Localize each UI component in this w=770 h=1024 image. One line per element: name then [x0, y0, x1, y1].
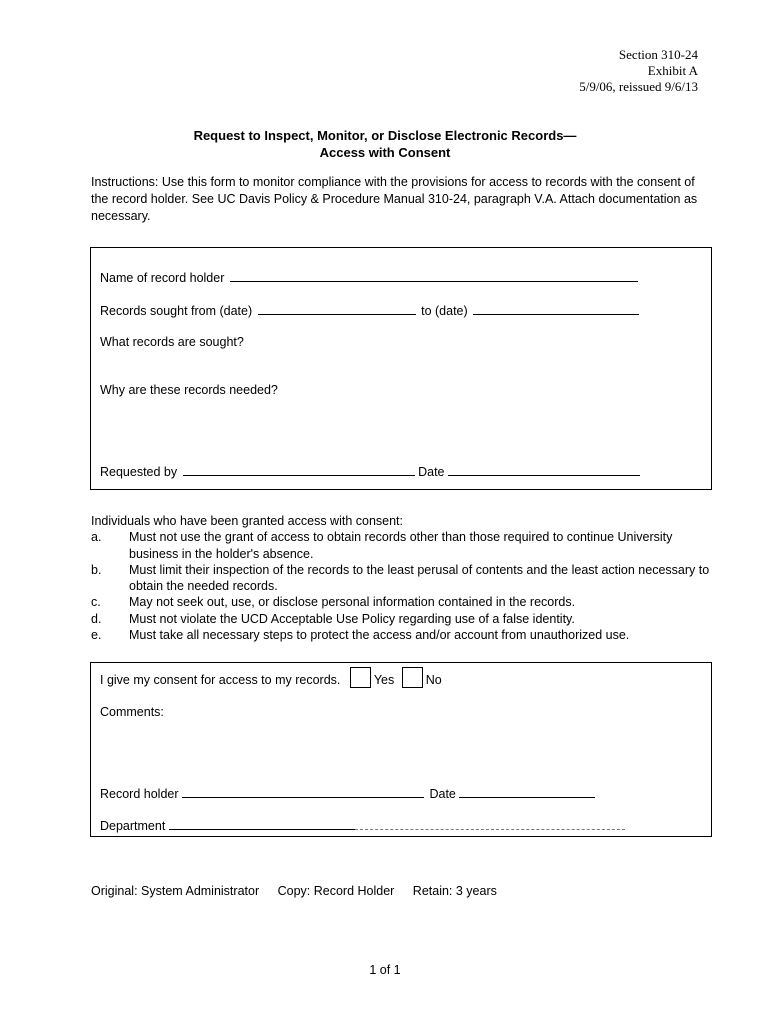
- why-needed-row: [100, 383, 278, 397]
- yes-checkbox[interactable]: [350, 667, 371, 688]
- to-date-field[interactable]: [473, 302, 639, 315]
- what-records-label: What records are sought?: [100, 335, 244, 349]
- department-label: Department: [100, 819, 166, 833]
- condition-text: May not seek out, use, or disclose personal information contained in the records.: [129, 595, 576, 610]
- instructions-text: Instructions: Use this form to monitor compliance with the provisions for access to records with the consent of the record holder. See UC Davis Policy & Procedure Manual 310-24, paragraph V.A. Attach documentation as necessary.: [91, 175, 698, 223]
- retain-label: Retain: 3 years: [412, 884, 497, 898]
- comments-row: [100, 705, 164, 719]
- distribution-note: [91, 884, 512, 898]
- to-date-label: to (date): [421, 304, 468, 318]
- condition-item: [91, 611, 711, 627]
- request-date-field[interactable]: [448, 463, 640, 476]
- yes-label: Yes: [373, 673, 395, 687]
- consent-row: [100, 673, 442, 688]
- name-label: Name of record holder: [100, 271, 225, 285]
- page-number: 1 of 1: [369, 963, 401, 977]
- document-header: [579, 47, 698, 95]
- requested-by-label: Requested by: [100, 465, 178, 479]
- name-row: [100, 269, 640, 285]
- department-row: [100, 817, 625, 833]
- department-field[interactable]: [169, 817, 355, 830]
- consent-label: I give my consent for access to my records.: [100, 673, 341, 687]
- consent-date-label: Date: [429, 787, 456, 801]
- date-range-row: [100, 302, 641, 318]
- original-label: Original: System Administrator: [91, 884, 260, 898]
- condition-item: [91, 562, 711, 595]
- condition-text: Must not use the grant of access to obtain records other than those required to continue University business in the holder's absence.: [129, 530, 673, 561]
- conditions-list: [91, 513, 711, 643]
- conditions-intro: Individuals who have been granted access with consent:: [91, 514, 403, 528]
- department-field-extension[interactable]: [355, 817, 625, 830]
- condition-letter: d.: [91, 611, 102, 626]
- comments-label: Comments:: [100, 705, 164, 719]
- title-line-1: Request to Inspect, Monitor, or Disclose Electronic Records—: [193, 128, 577, 143]
- request-date-label: Date: [418, 465, 445, 479]
- issue-date: 5/9/06, reissued 9/6/13: [579, 79, 698, 94]
- condition-letter: b.: [91, 562, 102, 577]
- requested-by-row: [100, 463, 642, 479]
- condition-item: [91, 627, 711, 643]
- condition-letter: a.: [91, 530, 102, 545]
- record-holder-field[interactable]: [182, 785, 424, 798]
- from-date-label: Records sought from (date): [100, 304, 253, 318]
- no-checkbox[interactable]: [402, 667, 423, 688]
- condition-item: [91, 529, 711, 562]
- copy-label: Copy: Record Holder: [277, 884, 395, 898]
- condition-letter: e.: [91, 628, 102, 643]
- consent-form-box: [90, 662, 712, 837]
- section-number: Section 310-24: [618, 47, 698, 62]
- form-title: [0, 127, 770, 161]
- record-holder-row: [100, 785, 597, 801]
- why-needed-label: Why are these records needed?: [100, 383, 278, 397]
- name-field[interactable]: [230, 269, 638, 282]
- consent-date-field[interactable]: [459, 785, 595, 798]
- requested-by-field[interactable]: [183, 463, 415, 476]
- condition-text: Must not violate the UCD Acceptable Use Policy regarding use of a false identity.: [129, 611, 575, 626]
- title-line-2: Access with Consent: [319, 145, 451, 160]
- exhibit-label: Exhibit A: [647, 63, 698, 78]
- no-label: No: [425, 673, 442, 687]
- request-form-box: [90, 247, 712, 490]
- condition-text: Must limit their inspection of the records to the least perusal of contents and the least action necessary to obtain the needed records.: [129, 562, 710, 594]
- condition-text: Must take all necessary steps to protect the access and/or account from unauthorized use.: [129, 628, 630, 643]
- from-date-field[interactable]: [258, 302, 416, 315]
- condition-item: [91, 594, 711, 610]
- record-holder-label: Record holder: [100, 787, 179, 801]
- what-records-row: [100, 335, 244, 349]
- condition-letter: c.: [91, 595, 101, 610]
